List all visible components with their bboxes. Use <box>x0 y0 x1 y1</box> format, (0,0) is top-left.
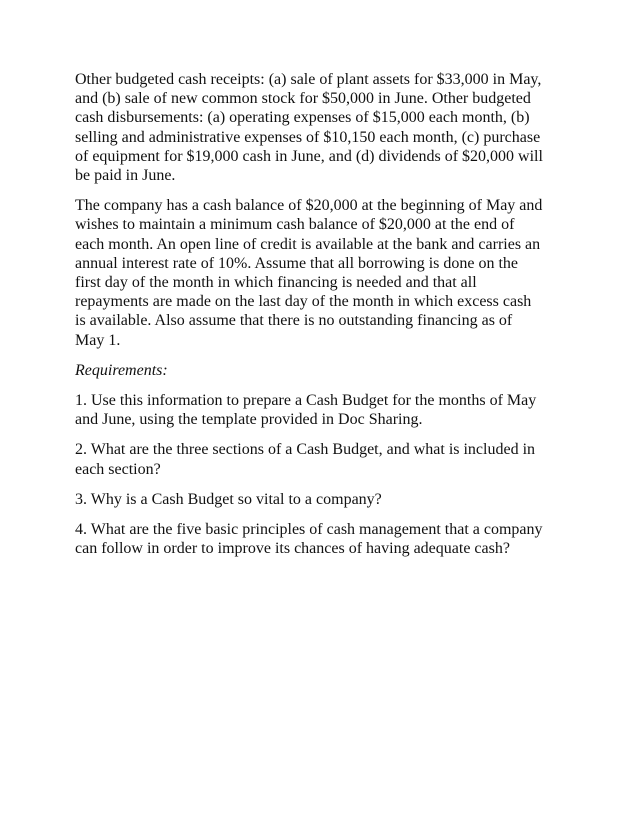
requirement-item-3 <box>75 490 575 509</box>
document-page <box>75 70 575 569</box>
requirements-heading: Requirements: <box>75 361 168 379</box>
text-line: 4. What are the five basic principles of cash management that a company <box>75 521 543 539</box>
text-line: wishes to maintain a minimum cash balance of $20,000 at the end of <box>75 216 515 234</box>
requirement-item-4 <box>75 520 575 558</box>
requirement-item-1 <box>75 391 575 429</box>
text-line: is available. Also assume that there is no outstanding financing as of <box>75 312 513 330</box>
text-line: each section? <box>75 460 161 478</box>
text-line: selling and administrative expenses of $10,150 each month, (c) purchase <box>75 128 541 146</box>
text-line: The company has a cash balance of $20,000 at the beginning of May and <box>75 197 543 215</box>
text-line: repayments are made on the last day of the month in which excess cash <box>75 293 532 311</box>
text-line: 3. Why is a Cash Budget so vital to a company? <box>75 490 382 508</box>
text-line: each month. An open line of credit is available at the bank and carries an <box>75 235 541 253</box>
text-line: May 1. <box>75 331 121 349</box>
text-line: 1. Use this information to prepare a Cash Budget for the months of May <box>75 392 537 410</box>
paragraph-other-receipts <box>75 70 575 185</box>
text-line: be paid in June. <box>75 167 176 185</box>
text-line: 2. What are the three sections of a Cash Budget, and what is included in <box>75 441 536 459</box>
text-line: first day of the month in which financing is needed and that all <box>75 274 477 292</box>
text-line: can follow in order to improve its chances of having adequate cash? <box>75 540 510 558</box>
text-line: annual interest rate of 10%. Assume that all borrowing is done on the <box>75 254 519 272</box>
text-line: of equipment for $19,000 cash in June, and (d) dividends of $20,000 will <box>75 147 543 165</box>
requirement-item-2 <box>75 440 575 478</box>
text-line: and June, using the template provided in Doc Sharing. <box>75 411 423 429</box>
paragraph-cash-balance <box>75 196 575 350</box>
text-line: cash disbursements: (a) operating expenses of $15,000 each month, (b) <box>75 109 530 127</box>
text-line: and (b) sale of new common stock for $50,000 in June. Other budgeted <box>75 90 531 108</box>
text-line: Other budgeted cash receipts: (a) sale of plant assets for $33,000 in May, <box>75 71 542 88</box>
